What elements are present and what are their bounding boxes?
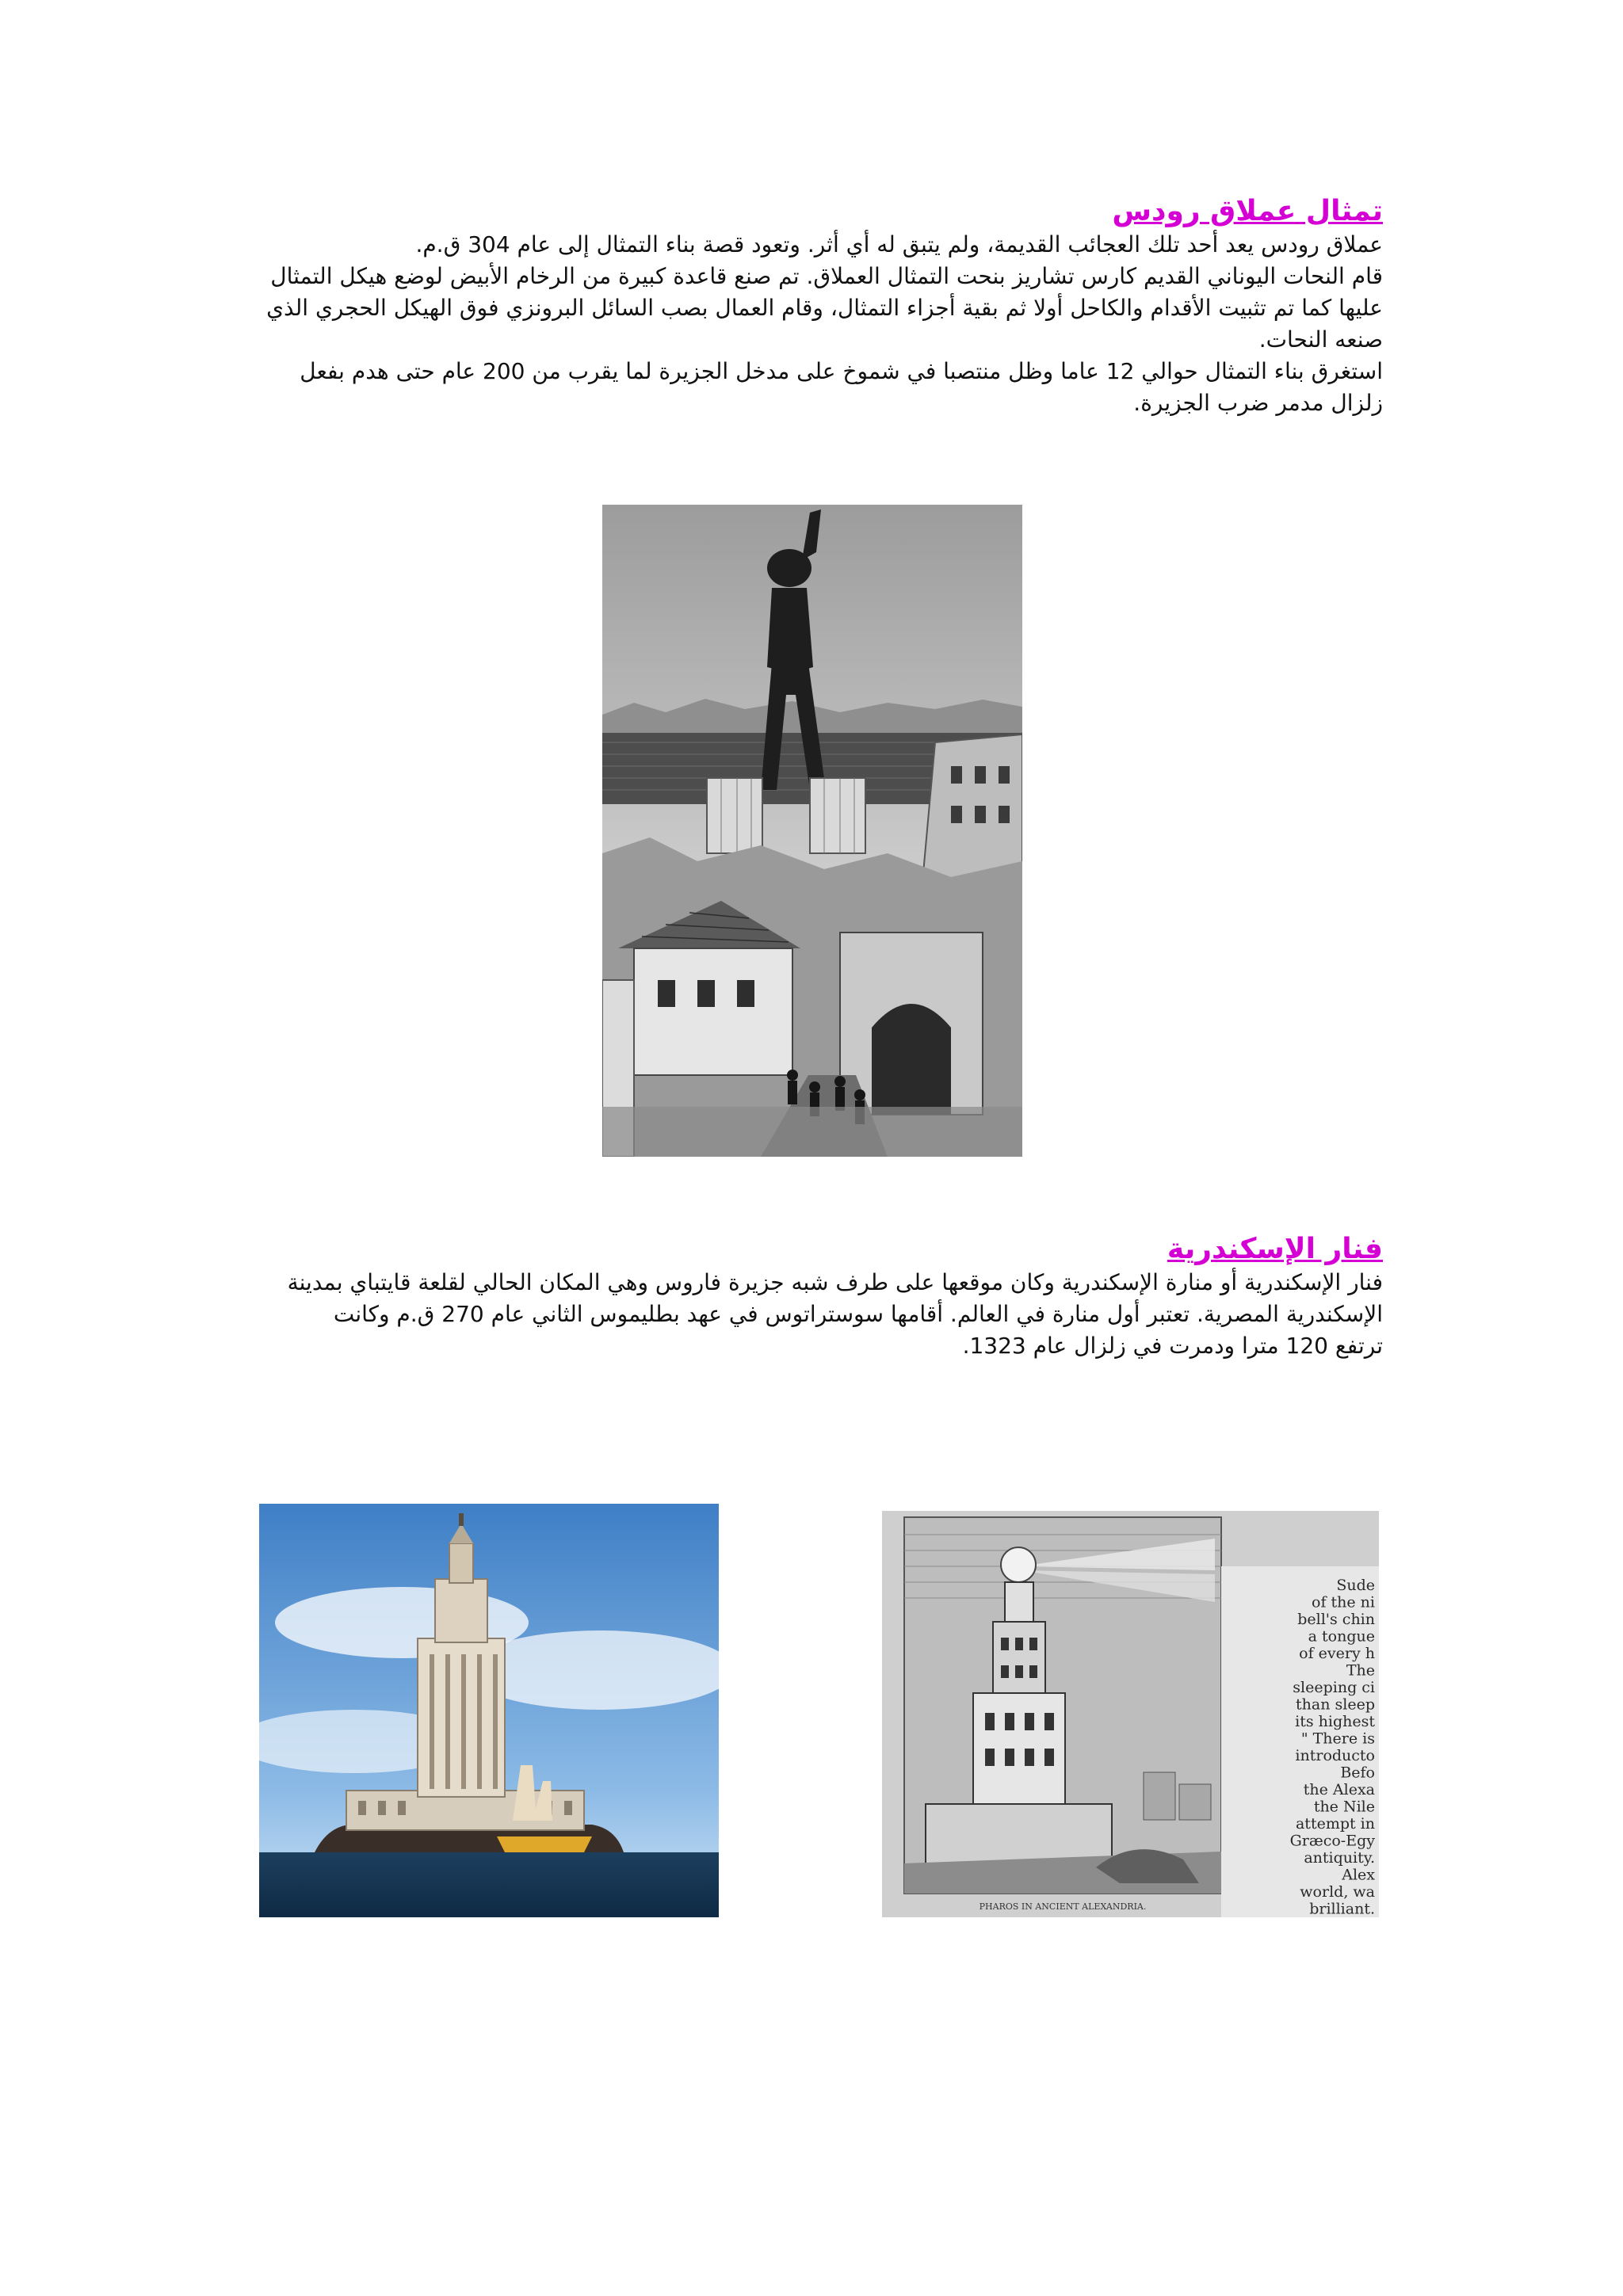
engraving-text-line: introducto bbox=[1295, 1747, 1375, 1764]
section-colossus bbox=[262, 194, 1383, 419]
engraving-text-line: of the ni bbox=[1312, 1593, 1375, 1611]
engraving-text-line: sleeping ci bbox=[1293, 1679, 1375, 1696]
engraving-text-line: the Alexa bbox=[1303, 1781, 1375, 1798]
engraving-text-line: the Nile bbox=[1313, 1798, 1375, 1816]
paragraph-line: استغرق بناء التمثال حوالي 12 عاما وظل منتصبا في شموخ على مدخل الجزيرة لما يقرب من 200 عام حتى هدم بفعل زلزال مدمر ضرب الجزيرة. bbox=[300, 358, 1383, 416]
engraving-text-line: antiquity. bbox=[1304, 1849, 1375, 1867]
engraving-text-line: brilliant. bbox=[1309, 1900, 1375, 1917]
pharos-render-image bbox=[259, 1504, 719, 1917]
colossus-engraving-image bbox=[602, 505, 1022, 1157]
paragraph-line: عملاق رودس يعد أحد تلك العجائب القديمة، ولم يتبق له أي أثر. وتعود قصة بناء التمثال إلى عام 304 ق.م. bbox=[415, 231, 1383, 257]
engraving-text-line: Befo bbox=[1340, 1764, 1375, 1782]
engraving-text-line: Sude bbox=[1336, 1577, 1375, 1594]
engraving-caption: PHAROS IN ANCIENT ALEXANDRIA. bbox=[979, 1901, 1147, 1912]
engraving-text-line: its highest bbox=[1295, 1713, 1375, 1730]
section-heading-colossus: تمثال عملاق رودس bbox=[1112, 195, 1383, 227]
engraving-text-line: bell's chin bbox=[1297, 1611, 1375, 1628]
engraving-text-line: The bbox=[1346, 1661, 1375, 1680]
paragraph-line: قام النحات اليوناني القديم كارس تشاريز بنحت التمثال العملاق. تم صنع قاعدة كبيرة من الرخام الأبيض لوضع هيكل التمثال عليها كما تم تثبيت الأقدام والكاحل أولا ثم بقية أجزاء التمثال، وقام العمال بصب السائل البرونزي فوق الهيكل الحجري الذي صنعه النحات. bbox=[266, 263, 1383, 353]
engraving-text-line: a tongue bbox=[1308, 1627, 1375, 1646]
engraving-text-line: Græco-Egy bbox=[1289, 1832, 1375, 1850]
section-heading-pharos: فنار الإسكندرية bbox=[1167, 1233, 1383, 1265]
section-pharos bbox=[285, 1232, 1383, 1362]
engraving-text-line: Alex bbox=[1342, 1866, 1375, 1884]
engraving-text-line: " There is bbox=[1300, 1730, 1375, 1748]
pharos-engraving-image bbox=[882, 1511, 1379, 1917]
engraving-text-line: of every h bbox=[1299, 1645, 1375, 1662]
engraving-text-line: than sleep bbox=[1296, 1695, 1375, 1714]
engraving-text-line: world, wa bbox=[1300, 1883, 1375, 1901]
paragraph-line: فنار الإسكندرية أو منارة الإسكندرية وكان موقعها على طرف شبه جزيرة فاروس وهي المكان الحالي لقلعة قايتباي بمدينة الإسكندرية المصرية. تعتبر أول منارة في العالم. أقامها سوستراتوس في عهد بطليموس الثاني عام 270 ق.م وكانت ترتفع 120 مترا ودمرت في زلزال عام 1323. bbox=[287, 1269, 1383, 1359]
engraving-text-line: attempt in bbox=[1295, 1815, 1375, 1833]
